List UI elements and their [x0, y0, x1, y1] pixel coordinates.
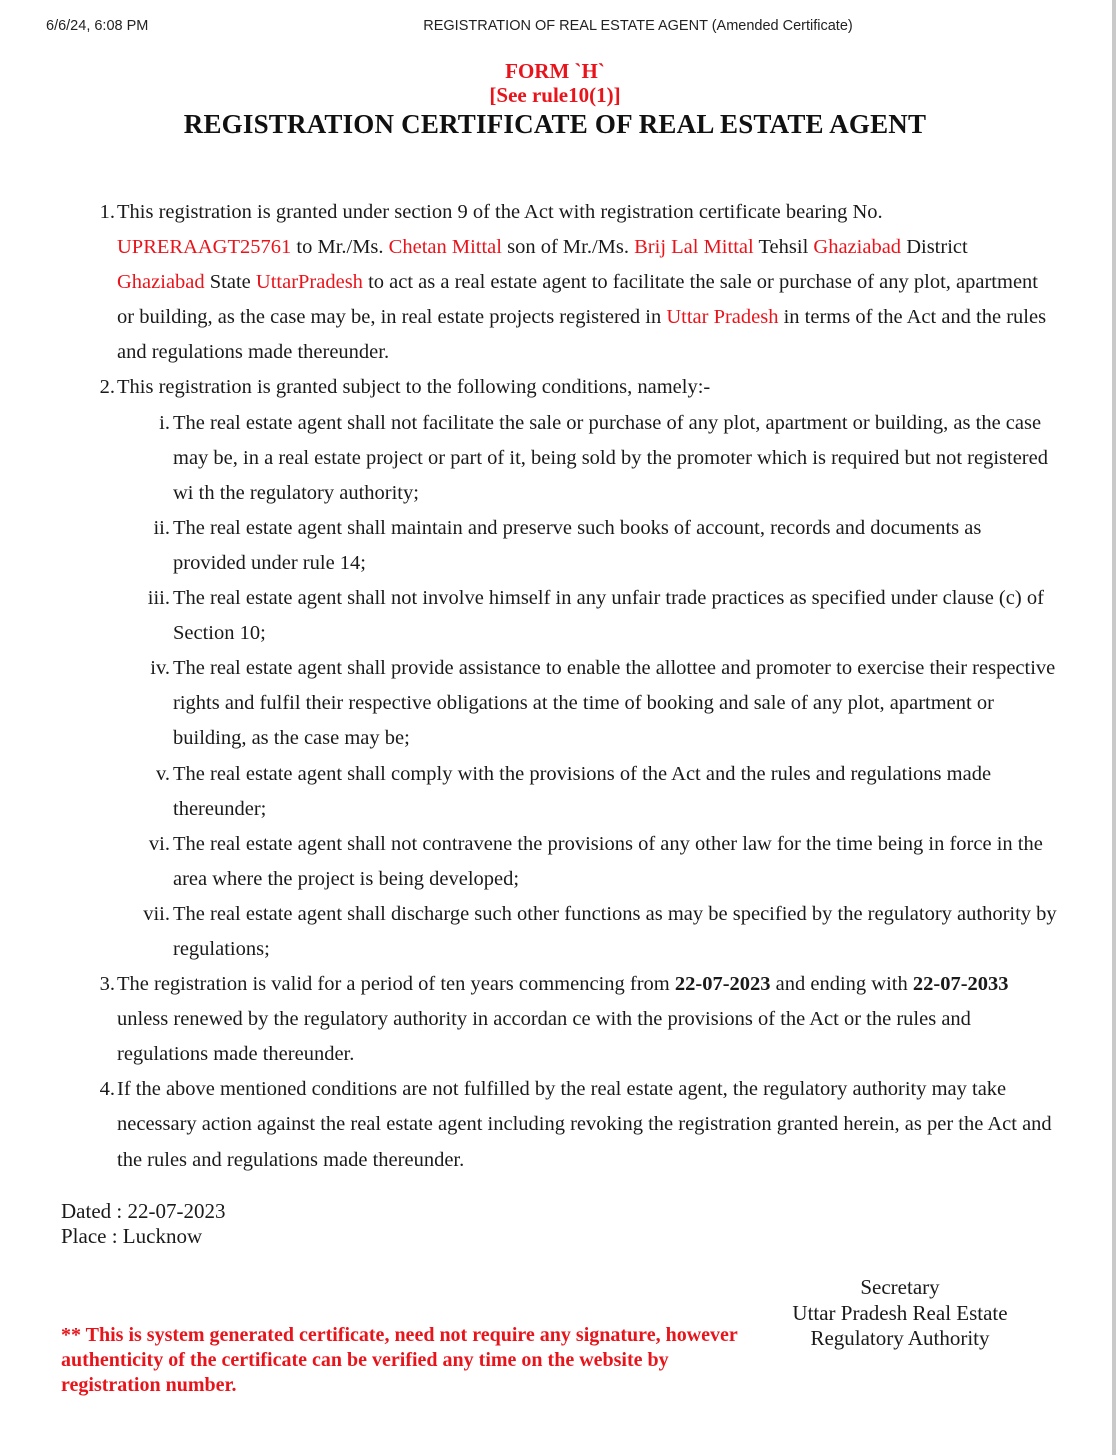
dated: Dated : 22-07-2023 [61, 1199, 226, 1223]
clause-1: 1. This registration is granted under section 9 of the Act with registration certificate bearing No. UPRERAAGT25761 to Mr./Ms. Chetan Mittal son of Mr./Ms. Brij Lal Mittal Tehsil Ghaziabad District Ghaziabad State UttarPradesh to act as a real estate agent to facilitate the sale or purchase of any plot, apartment or building, as the case may be, in real estate projects registered in Uttar Pradesh in terms of the Act and the rules and regulations made thereunder. [88, 195, 1058, 370]
district: Ghaziabad [117, 271, 205, 294]
father-name: Brij Lal Mittal [634, 236, 754, 259]
validity-end-date: 22-07-2033 [912, 973, 1009, 996]
print-header-title: REGISTRATION OF REAL ESTATE AGENT (Amended Certificate) [423, 18, 853, 34]
agent-name: Chetan Mittal [388, 236, 502, 259]
form-heading [0, 58, 1110, 142]
condition-item: v. The real estate agent shall comply with the provisions of the Act and the rules and regulations made thereunder; [155, 762, 992, 820]
form-label: FORM `H` [505, 59, 605, 83]
tehsil: Ghaziabad [813, 236, 902, 259]
signatory-authority-line2: Regulatory Authority [810, 1326, 990, 1350]
condition-item: vi. The real estate agent shall not contravene the provisions of any other law for the time being in force in the area where the project is being developed; [148, 832, 1043, 890]
condition-item: ii. The real estate agent shall maintain and preserve such books of account, records and documents as provided under rule 14; [153, 516, 982, 574]
clause-2 [88, 370, 1058, 405]
clause-4 [88, 1072, 1058, 1177]
certificate-body [88, 195, 1058, 1178]
certificate-title: REGISTRATION CERTIFICATE OF REAL ESTATE AGENT [183, 109, 927, 139]
condition-item: iii. The real estate agent shall not involve himself in any unfair trade practices as specified under clause (c) of Section 10; [147, 587, 1044, 645]
clause-number: 1. [99, 201, 115, 223]
place: Place : Lucknow [61, 1224, 203, 1248]
clause-number: 4. [99, 1078, 115, 1101]
form-rule: [See rule10(1)] [489, 83, 621, 107]
condition-item: i. The real estate agent shall not facilitate the sale or purchase of any plot, apartment or building, as the case may be, in a real estate project or part of it, being sold by the promoter which is required but not registered wi th the regulatory authority; [159, 411, 1048, 504]
state: UttarPradesh [255, 271, 363, 294]
clause-text: This registration is granted under section 9 of the Act with registration certificate bearing No. [117, 201, 883, 223]
signatory-authority-line1: Uttar Pradesh Real Estate [792, 1300, 1008, 1325]
clause-text: If the above mentioned conditions are not fulfilled by the real estate agent, the regulatory authority may take necessary action against the real estate agent including revoking the registration granted herein, as per the Act and the rules and regulations made thereunder. [117, 1078, 1052, 1171]
validity-start-date: 22-07-2023 [674, 973, 771, 996]
clause-intro: This registration is granted subject to the following conditions, namely:- [117, 376, 711, 399]
page-edge [1112, 0, 1116, 1455]
signatory-designation: Secretary [860, 1275, 940, 1299]
clause-number: 3. [99, 973, 115, 996]
condition-item: iv. The real estate agent shall provide assistance to enable the allottee and promoter to exercise their respective rights and fulfil their respective obligations at the time of booking and sale of any plot, apartment or building, as the case may be; [150, 657, 1056, 750]
date-place-block [61, 1199, 225, 1249]
signatory-block [760, 1275, 1040, 1352]
system-generated-note: ** This is system generated certificate, need not require any signature, however authenticity of the certificate can be verified any time on the website by registration number. [61, 1324, 738, 1396]
registration-number: UPRERAAGT25761 [117, 236, 292, 259]
condition-item: vii. The real estate agent shall discharge such other functions as may be specified by the regulatory authority by regulations; [143, 902, 1057, 960]
clause-3: 3. The registration is valid for a period of ten years commencing from 22-07-2023 and ending with 22-07-2033 unless renewed by the regulatory authority in accordan ce with the provisions of the Act or the rules and regulations made thereunder. [88, 967, 1058, 1072]
print-datetime: 6/6/24, 6:08 PM [46, 18, 149, 34]
region: Uttar Pradesh [666, 306, 779, 329]
clause-number: 2. [99, 376, 115, 399]
